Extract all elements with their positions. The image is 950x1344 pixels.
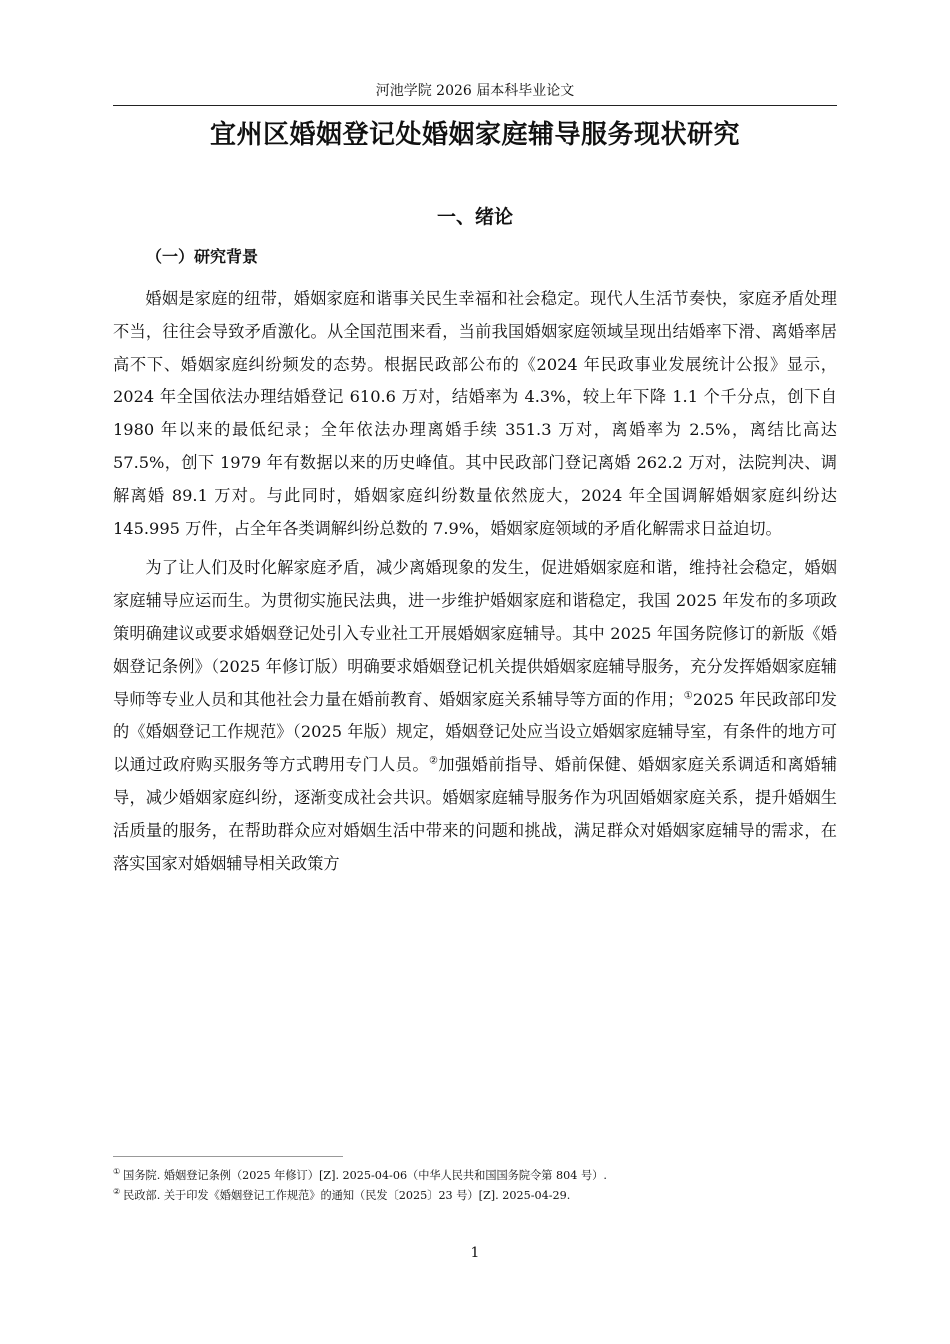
paragraph-2-part-1: 为了让人们及时化解家庭矛盾，减少离婚现象的发生，促进婚姻家庭和谐，维持社会稳定，婚姻家庭辅导应运而生。为贯彻实施民法典，进一步维护婚姻家庭和谐稳定，我国 2025 年发布的多项政策明确建议或要求婚姻登记处引入专业社工开展婚姻家庭辅导。其中 2025 年国务院修订的新版《婚姻登记条例》（2025 年修订版）明确要求婚姻登记机关提供婚姻家庭辅导服务，充分发挥婚姻家庭辅导师等专业人员和其他社会力量在婚前教育、婚姻家庭关系辅导等方面的作用； <box>113 558 837 709</box>
footnote-marker-2[interactable]: ② <box>428 755 439 767</box>
subsection-heading: （一）研究背景 <box>146 247 259 266</box>
paragraph-2 <box>113 552 837 880</box>
footnote-marker-1[interactable]: ① <box>683 690 693 702</box>
section-heading: 一、绪论 <box>436 206 513 228</box>
footnote-1-text: 国务院. 婚姻登记条例（2025 年修订）[Z]. 2025-04-06（中华人民共和国国务院令第 804 号）. <box>123 1169 607 1182</box>
paragraph-1: 婚姻是家庭的纽带，婚姻家庭和谐事关民生幸福和社会稳定。现代人生活节奏快，家庭矛盾处理不当，往往会导致矛盾激化。从全国范围来看，当前我国婚姻家庭领域呈现出结婚率下滑、离婚率居高不下、婚姻家庭纠纷频发的态势。根据民政部公布的《2024 年民政事业发展统计公报》显示，2024 年全国依法办理结婚登记 610.6 万对，结婚率为 4.3%，较上年下降 1.1 个千分点，创下自 1980 年以来的最低纪录；全年依法办理离婚手续 351.3 万对，离婚率为 2.5%，离结比高达 57.5%，创下 1979 年有数据以来的历史峰值。其中民政部门登记离婚 262.2 万对，法院判决、调解离婚 89.1 万对。与此同时，婚姻家庭纠纷数量依然庞大，2024 年全国调解婚姻家庭纠纷达 145.995 万件，占全年各类调解纠纷总数的 7.9%，婚姻家庭领域的矛盾化解需求日益迫切。 <box>113 289 837 538</box>
footnotes <box>113 1166 837 1206</box>
running-header: 河池学院 2026 届本科毕业论文 <box>375 83 575 99</box>
page-number: 1 <box>470 1245 480 1261</box>
footnote-1-number: ① <box>113 1167 121 1177</box>
footnote-2-text: 民政部. 关于印发《婚姻登记工作规范》的通知（民发〔2025〕23 号）[Z]. 2025-04-29. <box>123 1189 571 1202</box>
header-rule <box>113 105 837 106</box>
footnote-2-number: ② <box>113 1187 121 1197</box>
paragraph-2-part-2: 2025 年民政部印发的《婚姻登记工作规范》（2025 年版）规定，婚姻登记处应当设立婚姻家庭辅导室，有条件的地方可以通过政府购买服务等方式聘用专门人员。 <box>113 689 837 775</box>
footnote-2 <box>113 1186 837 1206</box>
footnote-rule <box>113 1156 343 1157</box>
paragraph-2-part-3: 加强婚前指导、婚前保健、婚姻家庭关系调适和离婚辅导，减少婚姻家庭纠纷，逐渐变成社会共识。婚姻家庭辅导服务作为巩固婚姻家庭关系，提升婚姻生活质量的服务，在帮助群众应对婚姻生活中带来的问题和挑战，满足群众对婚姻家庭辅导的需求，在落实国家对婚姻辅导相关政策方 <box>113 755 838 873</box>
footnote-1 <box>113 1166 837 1186</box>
body-text <box>113 283 837 880</box>
paper-title: 宜州区婚姻登记处婚姻家庭辅导服务现状研究 <box>209 120 740 150</box>
